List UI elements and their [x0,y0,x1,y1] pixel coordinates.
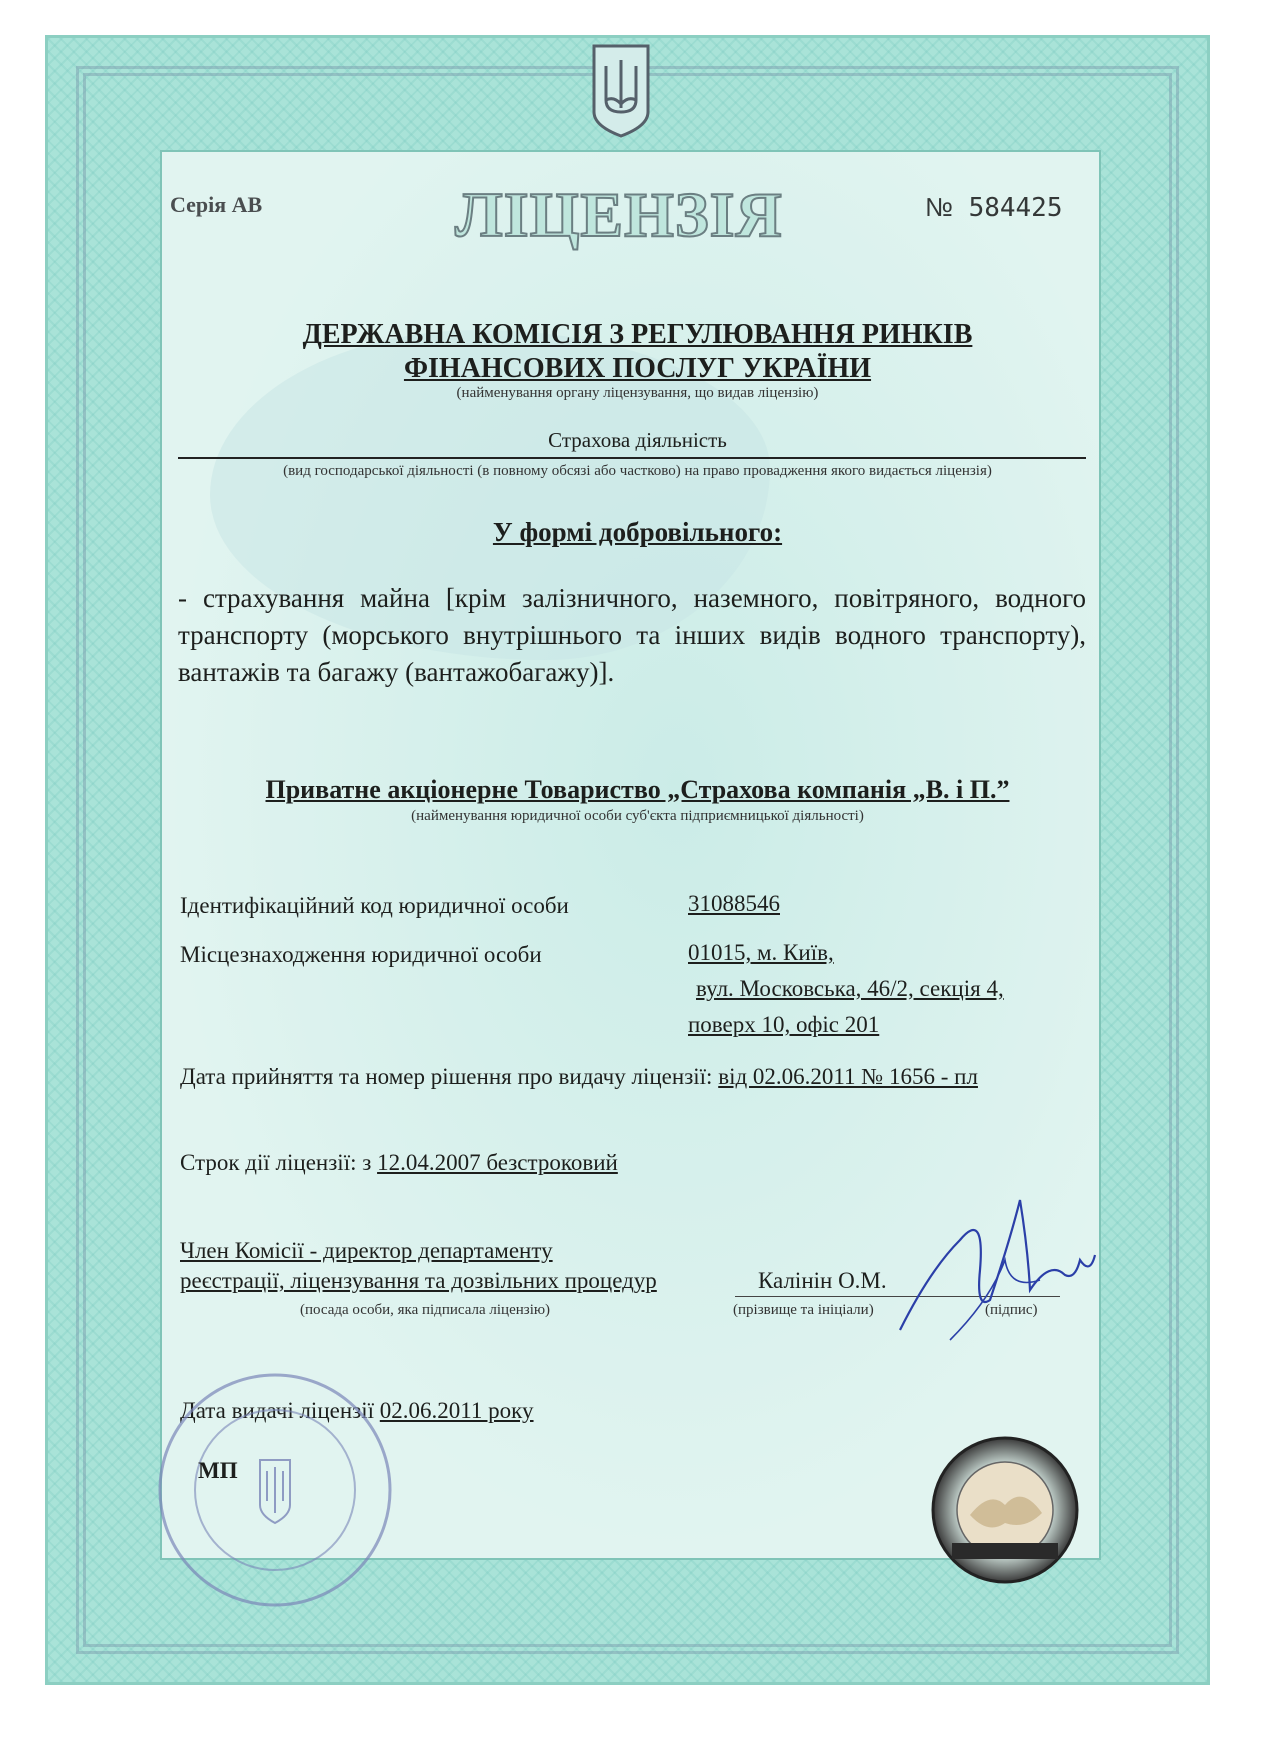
stamp-place-mark: МП [198,1458,238,1483]
license-number [925,192,1062,223]
number-value: 584425 [968,193,1063,223]
address-line-2: вул. Московська, 46/2, секція 4, [696,976,1004,1001]
decision-label: Дата прийняття та номер рішення про видачу ліцензії: [180,1064,713,1089]
hologram-seal [930,1435,1080,1585]
address-line-1: 01015, м. Київ, [688,940,834,965]
address-label: Місцезнаходження юридичної особи [180,942,542,967]
company-caption: (найменування юридичної особи суб'єкта підприємницької діяльності) [411,808,864,824]
address-value [688,935,1004,1043]
activity-rule [178,457,1086,459]
authority-caption: (найменування органу ліцензування, що видав ліцензію) [456,385,819,401]
license-term [180,1150,618,1176]
handwritten-signature [890,1180,1100,1360]
decision-info [180,1064,978,1090]
id-code-label: Ідентифікаційний код юридичної особи [180,893,569,918]
id-code-value: 31088546 [688,891,780,916]
position-line-2: реєстрації, ліцензування та дозвільних процедур [180,1268,657,1293]
term-value: 12.04.2007 безстроковий [377,1150,618,1175]
term-label: Строк дії ліцензії: [180,1150,357,1175]
authority-line-1: ДЕРЖАВНА КОМІСІЯ З РЕГУЛЮВАННЯ РИНКІВ [302,319,973,350]
issue-label: Дата видачі ліцензії [180,1398,375,1423]
company-name: Приватне акціонерне Товариство „Страхова компанія „В. і П.” [265,775,1010,804]
address-line-3: поверх 10, офіс 201 [688,1012,880,1037]
official-stamp [150,1365,400,1615]
authority-line-2: ФІНАНСОВИХ ПОСЛУГ УКРАЇНИ [403,353,872,384]
scope-heading: У формі добровільного: [492,517,783,547]
term-prefix: з [362,1150,372,1175]
number-sign: № [925,192,953,222]
scope-text: - страхування майна [крім залізничного, наземного, повітряного, водного транспорту (морського внутрішнього та інших видів водного транспорту), вантажів та багажу (вантажобагажу)]. [178,583,1086,687]
signatory-name: Калінін О.М. [758,1268,887,1293]
position-caption: (посада особи, яка підписала ліцензію) [300,1302,551,1318]
decision-value: від 02.06.2011 № 1656 - пл [718,1064,978,1089]
name-caption: (прізвище та ініціали) [733,1302,874,1318]
issuing-authority [0,318,1275,386]
signatory-position [180,1236,657,1296]
license-series: Серія АВ [170,192,263,217]
position-line-1: Член Комісії - директор департаменту [180,1238,553,1263]
signature-caption: (підпис) [985,1302,1038,1318]
activity-caption: (вид господарської діяльності (в повному обсязі або частково) на право провадження якого видається ліцензія) [283,463,992,479]
activity-type: Страхова діяльність [548,428,727,452]
issue-value: 02.06.2011 року [379,1398,534,1423]
trident-emblem-icon [590,42,652,138]
license-title: ЛІЦЕНЗІЯ [455,179,783,250]
